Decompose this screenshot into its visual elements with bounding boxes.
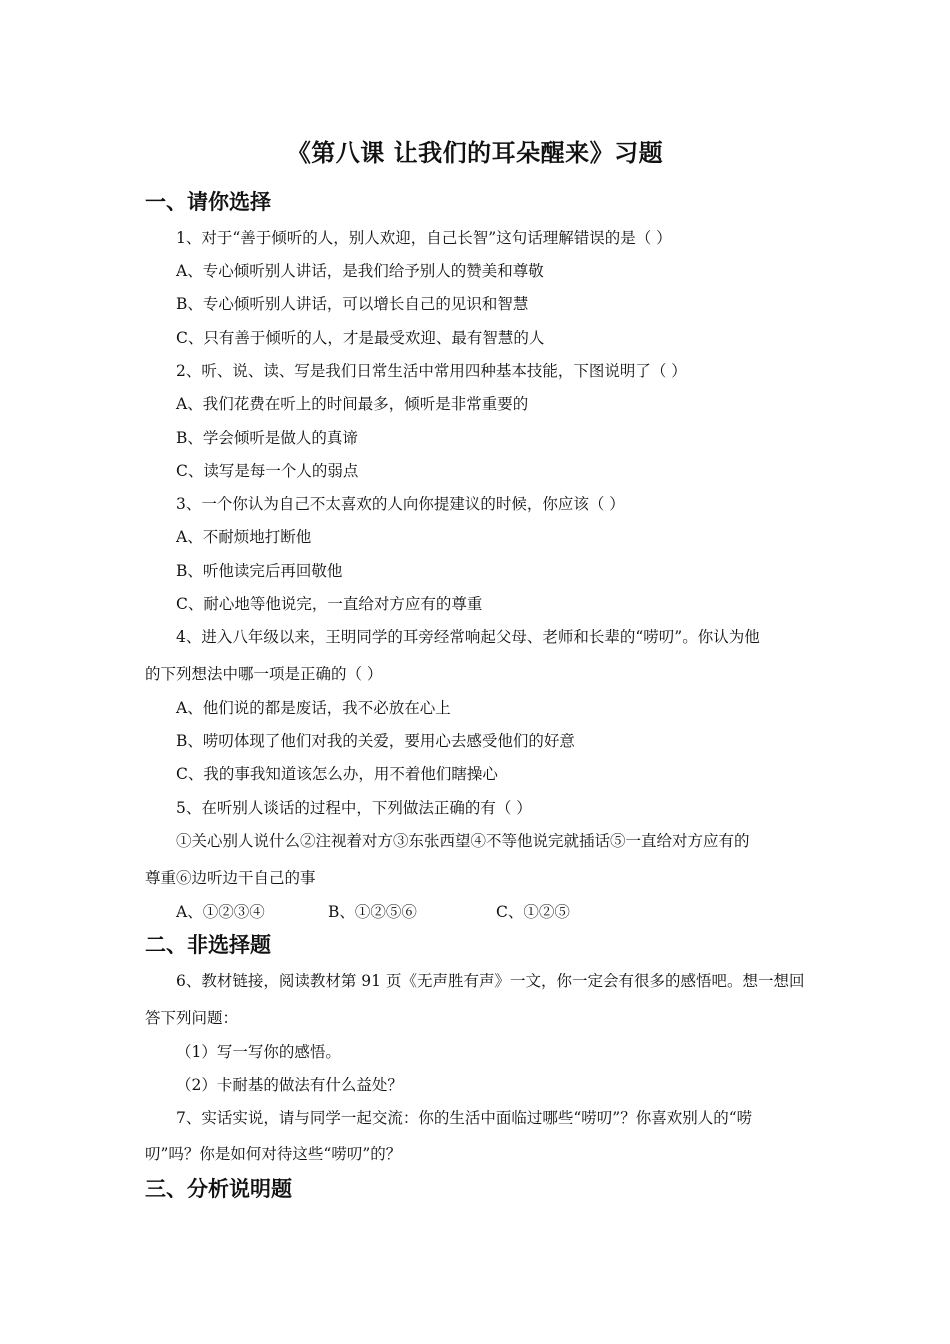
question-5-option-a: A、①②③④ [176, 903, 265, 921]
question-7-stem-line-2: 叨”吗？你是如何对待这些“唠叨”的？ [145, 1145, 402, 1163]
question-1-stem: 1、对于“善于倾听的人，别人欢迎，自己长智”这句话理解错误的是（ ） [176, 229, 672, 247]
question-3-stem: 3、一个你认为自己不太喜欢的人向你提建议的时候，你应该（ ） [176, 495, 625, 513]
question-6-stem-line-1: 6、教材链接，阅读教材第 91 页《无声胜有声》一文，你一定会有很多的感悟吧。想一想回 [176, 972, 805, 990]
question-2-stem: 2、听、说、读、写是我们日常生活中常用四种基本技能，下图说明了（ ） [176, 362, 687, 380]
question-4-option-b: B、唠叨体现了他们对我的关爱，要用心去感受他们的好意 [176, 732, 575, 750]
question-6-part-1: （1）写一写你的感悟。 [176, 1043, 341, 1061]
question-5-items-line-2: 尊重⑥边听边干自己的事 [145, 869, 316, 887]
question-5-options [176, 900, 570, 922]
question-1-option-a: A、专心倾听别人讲话，是我们给予别人的赞美和尊敬 [176, 262, 544, 280]
question-6-part-2: （2）卡耐基的做法有什么益处？ [176, 1076, 403, 1094]
document-title: 《第八课 让我们的耳朵醒来》习题 [286, 139, 664, 167]
question-3-option-a: A、不耐烦地打断他 [176, 528, 312, 546]
section-heading-non-choice: 二、非选择题 [145, 933, 271, 957]
question-5-stem: 5、在听别人谈话的过程中，下列做法正确的有（ ） [176, 799, 532, 817]
question-4-stem-line-1: 4、进入八年级以来，王明同学的耳旁经常响起父母、老师和长辈的“唠叨”。你认为他 [176, 628, 760, 646]
section-heading-choice: 一、请你选择 [145, 190, 271, 214]
question-7-stem-line-1: 7、实话实说，请与同学一起交流：你的生活中面临过哪些“唠叨”？你喜欢别人的“唠 [176, 1109, 753, 1127]
question-4-option-a: A、他们说的都是废话，我不必放在心上 [176, 699, 451, 717]
question-5-option-b: B、①②⑤⑥ [328, 903, 417, 921]
section-heading-analysis: 三、分析说明题 [145, 1177, 292, 1201]
question-3-option-c: C、耐心地等他说完，一直给对方应有的尊重 [176, 595, 483, 613]
question-2-option-b: B、学会倾听是做人的真谛 [176, 429, 358, 447]
question-4-stem-line-2: 的下列想法中哪一项是正确的（ ） [145, 665, 383, 683]
question-1-option-b: B、专心倾听别人讲话，可以增长自己的见识和智慧 [176, 295, 529, 313]
question-6-stem-line-2: 答下列问题： [145, 1009, 239, 1027]
question-4-option-c: C、我的事我知道该怎么办，用不着他们瞎操心 [176, 765, 498, 783]
question-5-option-c: C、①②⑤ [496, 903, 570, 921]
question-5-items-line-1: ①关心别人说什么②注视着对方③东张西望④不等他说完就插话⑤一直给对方应有的 [176, 832, 750, 850]
question-3-option-b: B、听他读完后再回敬他 [176, 562, 343, 580]
question-1-option-c: C、只有善于倾听的人，才是最受欢迎、最有智慧的人 [176, 329, 545, 347]
question-2-option-a: A、我们花费在听上的时间最多，倾听是非常重要的 [176, 395, 529, 413]
question-2-option-c: C、读写是每一个人的弱点 [176, 462, 359, 480]
